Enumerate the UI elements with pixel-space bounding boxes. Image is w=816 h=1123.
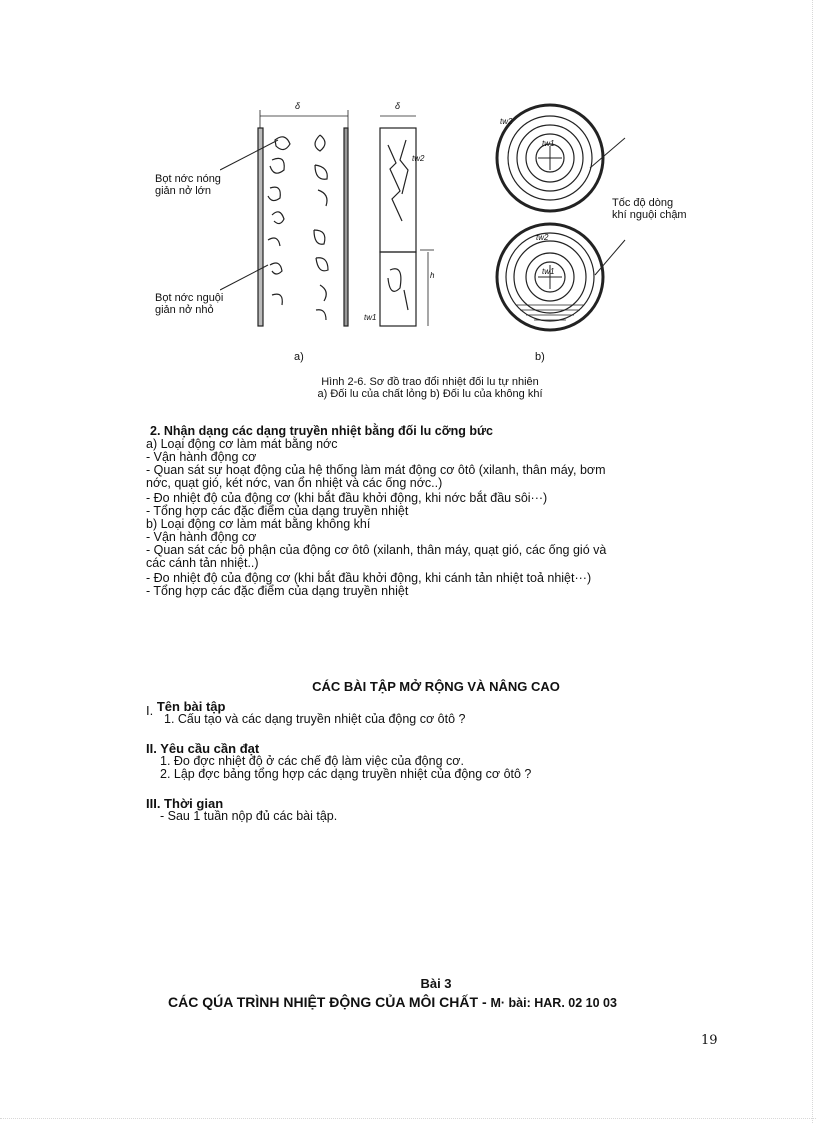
exercises-part-2 xyxy=(146,742,726,781)
part-1-item: 1. Cấu tạo và các dạng truyền nhiệt của động cơ ôtô ? xyxy=(164,712,466,726)
part-2-item: 2. Lập đợc bảng tổng hợp các dạng truyền nhiệt của động cơ ôtô ? xyxy=(160,767,532,781)
liquid-convection-strip xyxy=(380,116,434,326)
section-2-line: - Vận hành động cơ xyxy=(146,450,257,464)
lesson-code: HAR. 02 10 03 xyxy=(530,996,617,1010)
h-symbol: h xyxy=(430,271,435,280)
delta-symbol-a: δ xyxy=(295,101,301,111)
lesson-number: Bài 3 xyxy=(420,976,452,991)
page-right-edge xyxy=(812,0,813,1123)
section-2-line: - Tổng hợp các đặc điểm của dạng truyền nhiệt xyxy=(146,584,409,598)
section-2-line: các cánh tản nhiệt..) xyxy=(146,556,259,570)
exercises-part-1 xyxy=(146,700,726,726)
label-air-speed: Tốc độ dòng khí nguội chậm xyxy=(612,197,687,221)
section-2-line: nớc, quạt gió, két nớc, van ổn nhiệt và các ống nớc..) xyxy=(146,476,443,490)
exercises-title: CÁC BÀI TẬP MỞ RỘNG VÀ NÂNG CAO xyxy=(312,679,560,694)
section-2-line: - Đo nhiệt độ của động cơ (khi bắt đầu khởi động, khi cánh tản nhiệt toả nhiệt···) xyxy=(146,571,592,585)
section-2 xyxy=(146,424,726,598)
label-cold-bubble: Bọt nớc nguội giản nở nhỏ xyxy=(155,292,224,316)
section-2-line: - Tổng hợp các đặc điểm của dạng truyền nhiệt xyxy=(146,504,409,518)
section-2-line: - Vận hành động cơ xyxy=(146,530,257,544)
part-2-heading: II. Yêu cầu cần đạt xyxy=(146,741,260,756)
lesson-code-prefix: M· bài: xyxy=(490,996,531,1010)
sublabel-a: a) xyxy=(294,351,304,363)
sublabel-b: b) xyxy=(535,351,545,363)
page-number: 19 xyxy=(701,1033,718,1048)
tw1-symbol-b: tw1 xyxy=(542,139,555,148)
section-2-line: b) Loại động cơ làm mát bằng không khí xyxy=(146,517,371,531)
tw1-symbol-c: tw1 xyxy=(542,267,555,276)
lesson-title xyxy=(168,994,617,1010)
part-1-heading: Tên bài tập xyxy=(156,699,226,714)
page-bottom-edge xyxy=(0,1118,816,1119)
figure-caption: Hình 2-6. Sơ đồ trao đổi nhiệt đối lu tự nhiên a) Đối lu của chất lỏng b) Đối lu của không khí xyxy=(317,376,543,400)
tw2-symbol-a: tw2 xyxy=(412,154,425,163)
part-3-heading: III. Thời gian xyxy=(146,796,224,811)
section-2-line: - Quan sát các bộ phận của động cơ ôtô (xilanh, thân máy, quạt gió, các ống gió và xyxy=(146,543,607,557)
section-2-heading: 2. Nhận dạng các dạng truyền nhiệt bằng đối lu cỡng bức xyxy=(150,424,493,438)
exercises-part-3 xyxy=(146,797,726,823)
section-2-line: - Đo nhiệt độ của động cơ (khi bắt đầu khởi động, khi nớc bắt đầu sôi···) xyxy=(146,491,548,505)
lesson-title-text: CÁC QÚA TRÌNH NHIỆT ĐỘNG CỦA MÔI CHẤT - xyxy=(168,994,491,1010)
label-hot-bubble: Bọt nớc nóng giản nở lớn xyxy=(155,173,221,197)
air-convection-circle-top xyxy=(497,105,603,211)
part-2-item: 1. Đo đợc nhiệt độ ở các chế độ làm việc của động cơ. xyxy=(160,754,464,768)
tw2-symbol-b: tw2 xyxy=(500,117,513,126)
liquid-convection-panel xyxy=(258,110,348,326)
section-2-line: a) Loại động cơ làm mát bằng nớc xyxy=(146,437,338,451)
part-1-prefix: I. xyxy=(146,703,157,718)
delta-symbol-b: δ xyxy=(395,101,401,111)
tw1-symbol-a: tw1 xyxy=(364,313,377,322)
part-3-item: - Sau 1 tuần nộp đủ các bài tập. xyxy=(160,809,338,823)
tw2-symbol-c: tw2 xyxy=(536,233,549,242)
section-2-line: - Quan sát sự hoạt động của hệ thống làm mát động cơ ôtô (xilanh, thân máy, bơm xyxy=(146,463,606,477)
